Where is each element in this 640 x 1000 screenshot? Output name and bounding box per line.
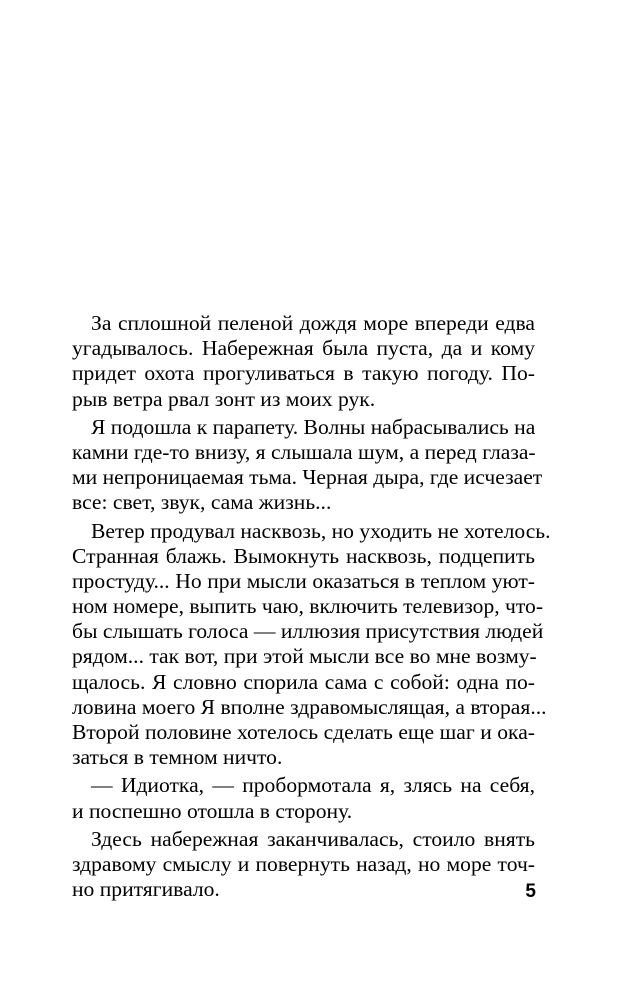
text-line: но притягивало.: [72, 877, 220, 902]
text-line: здравому смыслу и повернуть назад, но море точ-: [72, 851, 535, 876]
text-line: Я подошла к парапету. Волны набрасывались на: [91, 414, 536, 439]
paragraph-2: [72, 414, 543, 516]
text-line: Странная блажь. Вымокнуть насквозь, подцепить: [72, 543, 535, 568]
text-line: все: свет, звук, сама жизнь...: [72, 490, 332, 515]
page-number: 5: [525, 881, 536, 902]
paragraph-3: [72, 518, 551, 771]
paragraph-4: [72, 773, 535, 823]
text-line: простуду... Но при мысли оказаться в теплом уют-: [72, 568, 535, 593]
text-line: За сплошной пеленой дождя море впереди едва: [91, 311, 535, 335]
text-line: Второй половине хотелось сделать еще шаг и ока-: [72, 720, 535, 744]
text-line: Ветер продувал насквозь, но уходить не хотелось.: [91, 518, 551, 543]
text-line: и поспешно отошла в сторону.: [72, 798, 353, 823]
text-line: — Идиотка, — пробормотала я, злясь на себя,: [91, 773, 535, 798]
text-line: придет охота прогуливаться в такую погоду. По-: [72, 361, 535, 386]
text-line: бы слышать голоса — иллюзия присутствия людей: [72, 619, 544, 644]
text-line: ловина моего Я вполне здравомыслящая, а вторая...: [72, 694, 547, 719]
text-line: камни где-то внизу, я слышала шум, а перед глаза-: [72, 439, 536, 464]
text-line: угадывалось. Набережная была пуста, да и кому: [72, 336, 535, 361]
text-line: Здесь набережная заканчивалась, стоило внять: [91, 826, 535, 851]
body-text: [72, 311, 551, 902]
paragraph-5: [72, 827, 535, 903]
text-line: рыв ветра рвал зонт из моих рук.: [72, 386, 376, 411]
text-line: ном номере, выпить чаю, включить телевизор, что-: [72, 594, 544, 619]
paragraph-1: [72, 311, 535, 412]
text-line: ми непроницаемая тьма. Черная дыра, где исчезает: [72, 465, 543, 490]
text-line: заться в темном ничто.: [72, 745, 283, 770]
text-line: рядом... так вот, при этой мысли все во мне возму-: [72, 644, 537, 669]
text-line: щалось. Я словно спорила сама с собой: одна по-: [72, 669, 535, 694]
